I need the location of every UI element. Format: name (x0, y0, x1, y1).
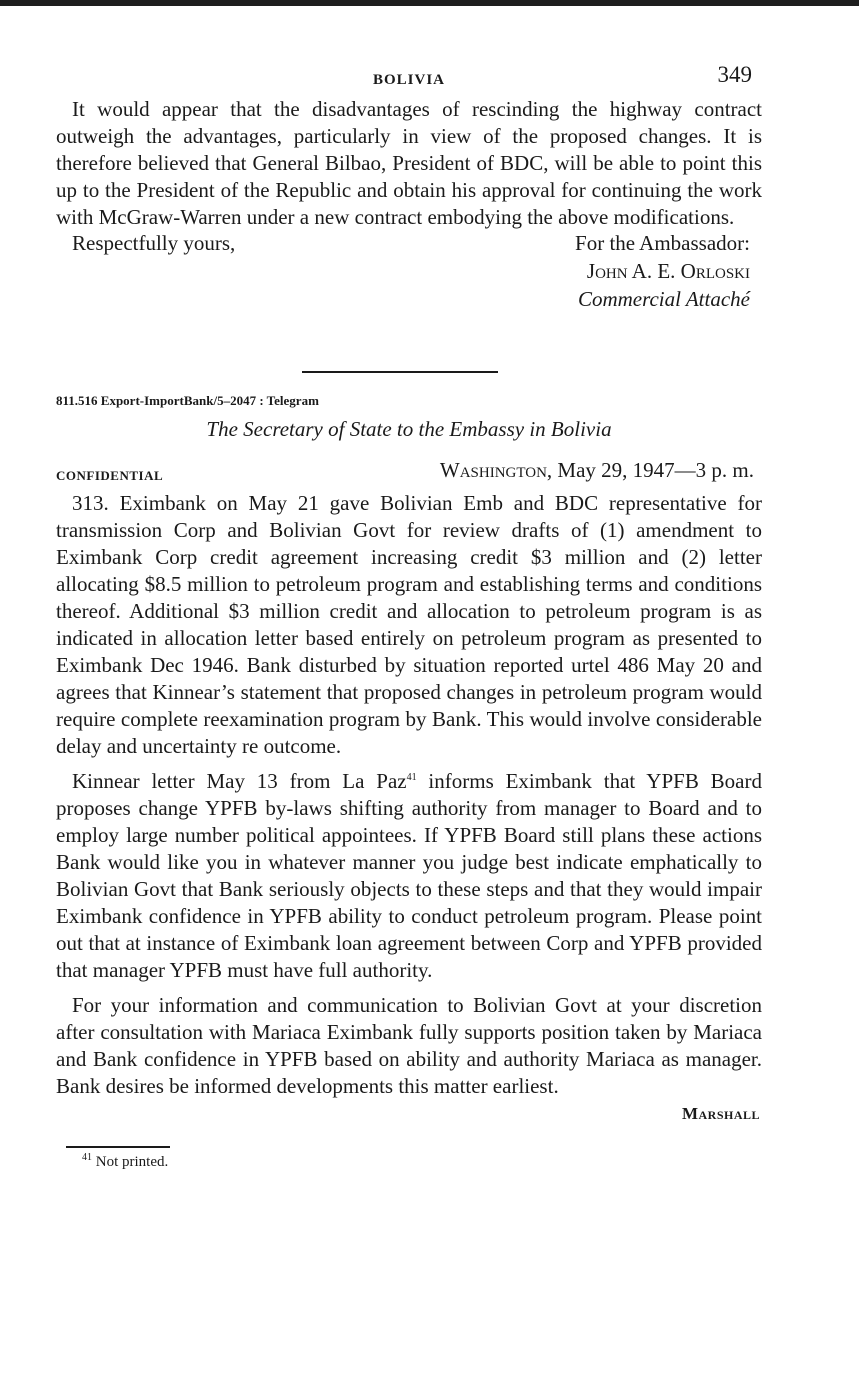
running-title: BOLIVIA (372, 72, 446, 88)
paragraph-gap (56, 984, 762, 992)
telegram-paragraph-1: 313. Eximbank on May 21 gave Bolivian Emb and BDC representative for transmission Corp and Bolivian Govt for review drafts of (1) amendment to Eximbank Corp credit agreement increasing credit $3 million and (2) letter allocating $8.5 million to petroleum program and establishing terms and conditions thereof. Additional $3 million credit and allocation to petroleum program is as indicated in allocation letter based entirely on petroleum program as presented to Eximbank Dec 1946. Bank disturbed by situation reported urtel 486 May 20 and agrees that Kinnear’s statement that proposed changes in petroleum program would require complete reexamination program by Bank. This would involve considerable delay and uncertainty re outcome. (56, 491, 762, 758)
footnote (82, 1151, 762, 1171)
paragraph-2-rest: informs Eximbank that YPFB Board proposes change YPFB by-laws shifting authority from manager to Board and to employ large number political appointees. If YPFB Board still plans these actions Bank would like you in whatever manner you judge best indicate emphatically to Bolivian Govt that Bank seriously objects to these steps and that they would impair Eximbank confidence in YPFB ability to conduct petroleum program. Please point out that at instance of Eximbank loan agreement between Corp and YPFB provided that manager YPFB must have full authority. (56, 769, 762, 982)
place-and-date (440, 458, 754, 483)
date: May 29, 1947—3 p. m. (552, 458, 754, 482)
document-heading: The Secretary of State to the Embassy in Bolivia (206, 417, 612, 441)
footnote-text: Not printed. (92, 1153, 169, 1170)
classification-label: CONFIDENTIAL (56, 468, 164, 483)
footnote-rule (66, 1146, 170, 1148)
scan-top-edge (0, 0, 859, 6)
signer-title: Commercial Attaché (577, 287, 750, 311)
place: Washington, (439, 458, 553, 482)
paragraph-gap (56, 760, 762, 768)
document-page (56, 62, 762, 1171)
file-reference: 811.516 Export-ImportBank/5–2047 : Telegram (56, 393, 319, 408)
footnote-reference: 41 (406, 772, 417, 783)
paragraph-2-start: Kinnear letter May 13 from La Paz (72, 769, 407, 793)
running-head (56, 62, 762, 96)
complimentary-close: Respectfully yours, (72, 231, 236, 255)
previous-letter-paragraph: It would appear that the disadvantages of rescinding the highway contract outweigh the advantages, particularly in view of the proposed changes. It is therefore believed that General Bilbao, President of BDC, will be able to point this up to the President of the Republic and obtain his approval for continuing the work with McGraw-Warren under a new contract embodying the above modifications. (56, 97, 762, 229)
page-number: 349 (717, 62, 752, 87)
footnote-number: 41 (82, 1151, 92, 1163)
signer-name: John A. E. Orloski (586, 259, 750, 283)
dateline (56, 456, 762, 490)
letter-closing (56, 231, 762, 341)
telegram-paragraph-3: For your information and communication to Bolivian Govt at your discretion after consultation with Mariaca Eximbank fully supports position taken by Mariaca and Bank confidence in YPFB based on ability and authority Mariaca as manager. Bank desires be informed developments this matter earliest. (56, 993, 762, 1098)
for-ambassador-line: For the Ambassador: (575, 231, 750, 255)
telegram-paragraph-2 (56, 768, 762, 984)
section-separator-rule (302, 371, 498, 373)
telegram-signature: Marshall (681, 1104, 760, 1123)
